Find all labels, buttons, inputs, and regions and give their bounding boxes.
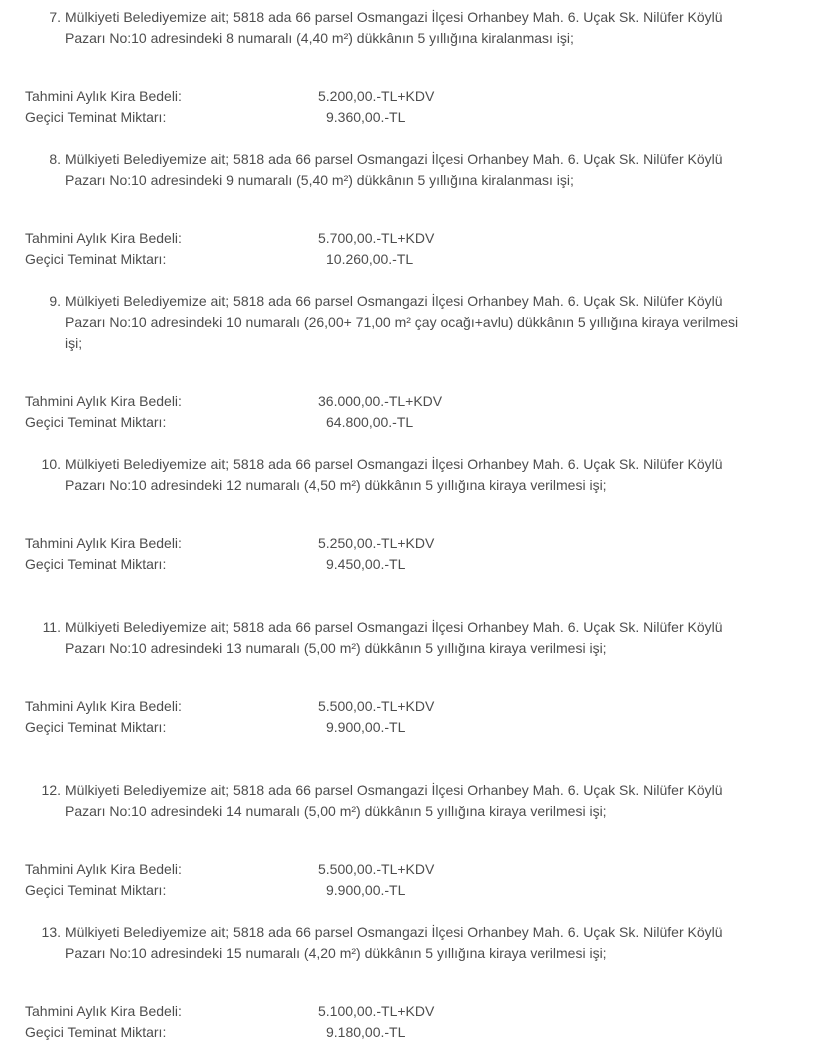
rent-row xyxy=(25,859,805,880)
rent-row xyxy=(25,696,805,717)
deposit-value: 9.450,00.-TL xyxy=(326,556,406,572)
item-description: Mülkiyeti Belediyemize ait; 5818 ada 66 parsel Osmangazi İlçesi Orhanbey Mah. 6. Uçak Sk. Nilüfer Köylü Pazarı No:10 adresindeki 8 numaralı (4,40 m²) dükkânın 5 yıllığına kiralanması işi; xyxy=(65,9,723,46)
deposit-value: 9.180,00.-TL xyxy=(326,1024,406,1040)
rent-label: Tahmini Aylık Kira Bedeli: xyxy=(25,1003,182,1019)
item-number: 11. xyxy=(42,619,61,635)
deposit-label: Geçici Teminat Miktarı: xyxy=(25,414,167,430)
deposit-value: 10.260,00.-TL xyxy=(326,251,414,267)
item-number: 8. xyxy=(49,151,61,167)
item-number: 7. xyxy=(49,9,61,25)
deposit-label: Geçici Teminat Miktarı: xyxy=(25,556,167,572)
item-description: Mülkiyeti Belediyemize ait; 5818 ada 66 parsel Osmangazi İlçesi Orhanbey Mah. 6. Uçak Sk. Nilüfer Köylü Pazarı No:10 adresindeki 14 numaralı (5,00 m²) dükkânın 5 yıllığına kiraya verilmesi işi; xyxy=(65,782,723,819)
item-number: 9. xyxy=(49,293,61,309)
deposit-row xyxy=(25,249,805,270)
rent-value: 5.500,00.-TL+KDV xyxy=(318,861,435,877)
rent-value: 5.500,00.-TL+KDV xyxy=(318,698,435,714)
deposit-row xyxy=(25,554,805,575)
item-description: Mülkiyeti Belediyemize ait; 5818 ada 66 parsel Osmangazi İlçesi Orhanbey Mah. 6. Uçak Sk. Nilüfer Köylü Pazarı No:10 adresindeki 10 numaralı (26,00+ 71,00 m² çay ocağı+avlu) dükkânın 5 yıllığına kiraya verilmesi işi; xyxy=(65,293,739,351)
deposit-value: 64.800,00.-TL xyxy=(326,414,414,430)
deposit-value: 9.900,00.-TL xyxy=(326,719,406,735)
deposit-label: Geçici Teminat Miktarı: xyxy=(25,109,167,125)
deposit-label: Geçici Teminat Miktarı: xyxy=(25,1024,167,1040)
item-description: Mülkiyeti Belediyemize ait; 5818 ada 66 parsel Osmangazi İlçesi Orhanbey Mah. 6. Uçak Sk. Nilüfer Köylü Pazarı No:10 adresindeki 13 numaralı (5,00 m²) dükkânın 5 yıllığına kiraya verilmesi işi; xyxy=(65,619,723,656)
deposit-row xyxy=(25,717,805,738)
rent-value: 5.250,00.-TL+KDV xyxy=(318,535,435,551)
rent-row xyxy=(25,228,805,249)
item-number: 13. xyxy=(41,924,61,940)
rent-label: Tahmini Aylık Kira Bedeli: xyxy=(25,698,182,714)
rent-value: 5.700,00.-TL+KDV xyxy=(318,230,435,246)
rent-value: 5.200,00.-TL+KDV xyxy=(318,88,435,104)
deposit-row xyxy=(25,880,805,901)
item-description: Mülkiyeti Belediyemize ait; 5818 ada 66 parsel Osmangazi İlçesi Orhanbey Mah. 6. Uçak Sk. Nilüfer Köylü Pazarı No:10 adresindeki 12 numaralı (4,50 m²) dükkânın 5 yıllığına kiraya verilmesi işi; xyxy=(65,456,723,493)
rent-label: Tahmini Aylık Kira Bedeli: xyxy=(25,88,182,104)
deposit-label: Geçici Teminat Miktarı: xyxy=(25,882,167,898)
deposit-label: Geçici Teminat Miktarı: xyxy=(25,251,167,267)
deposit-label: Geçici Teminat Miktarı: xyxy=(25,719,167,735)
rent-label: Tahmini Aylık Kira Bedeli: xyxy=(25,393,182,409)
item-description: Mülkiyeti Belediyemize ait; 5818 ada 66 parsel Osmangazi İlçesi Orhanbey Mah. 6. Uçak Sk. Nilüfer Köylü Pazarı No:10 adresindeki 15 numaralı (4,20 m²) dükkânın 5 yıllığına kiraya verilmesi işi; xyxy=(65,924,723,961)
rent-row xyxy=(25,1001,805,1022)
deposit-row xyxy=(25,1022,805,1043)
rent-value: 5.100,00.-TL+KDV xyxy=(318,1003,435,1019)
rent-row xyxy=(25,86,805,107)
item-number: 12. xyxy=(41,782,61,798)
rent-label: Tahmini Aylık Kira Bedeli: xyxy=(25,535,182,551)
rent-row xyxy=(25,533,805,554)
deposit-row xyxy=(25,107,805,128)
rent-label: Tahmini Aylık Kira Bedeli: xyxy=(25,230,182,246)
rent-label: Tahmini Aylık Kira Bedeli: xyxy=(25,861,182,877)
item-description: Mülkiyeti Belediyemize ait; 5818 ada 66 parsel Osmangazi İlçesi Orhanbey Mah. 6. Uçak Sk. Nilüfer Köylü Pazarı No:10 adresindeki 9 numaralı (5,40 m²) dükkânın 5 yıllığına kiralanması işi; xyxy=(65,151,723,188)
rent-value: 36.000,00.-TL+KDV xyxy=(318,393,443,409)
deposit-row xyxy=(25,412,805,433)
rent-row xyxy=(25,391,805,412)
deposit-value: 9.360,00.-TL xyxy=(326,109,406,125)
deposit-value: 9.900,00.-TL xyxy=(326,882,406,898)
item-number: 10. xyxy=(41,456,61,472)
